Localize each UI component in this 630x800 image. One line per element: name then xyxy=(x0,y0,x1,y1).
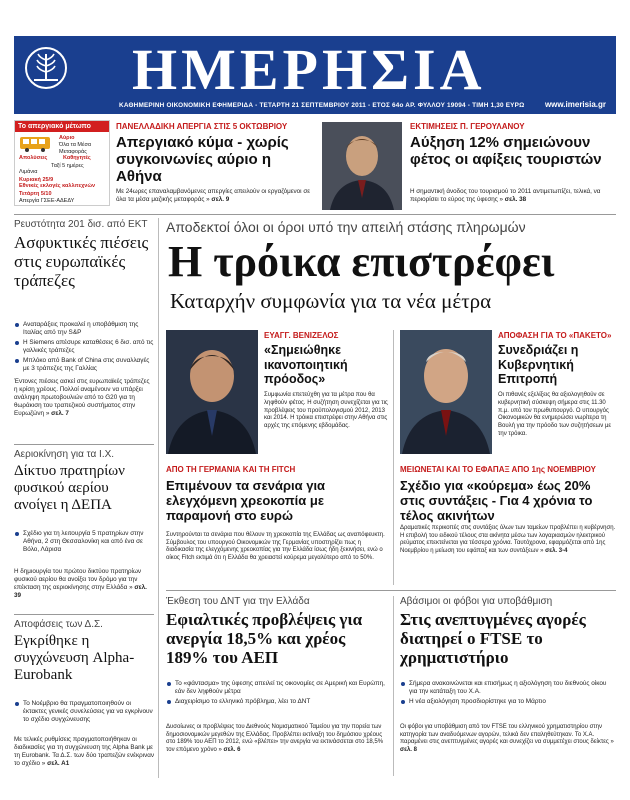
top-left-kicker: ΠΑΝΕΛΛΑΔΙΚΗ ΑΠΕΡΓΙΑ ΣΤΙΣ 5 ΟΚΤΩΒΡΙΟΥ xyxy=(116,122,288,131)
sidebar-story3-body-text: Με τελικές ρυθμίσεις πραγματοποιήθηκαν οι διαδικασίες για τη συγχώνευση της Alpha Bank με τη Eurobank. Τα Δ.Σ. των δύο τραπεζών ενέκριναν το σχέδιο xyxy=(14,736,155,767)
germany-body: Συντηρούνται τα σενάρια που θέλουν τη χρεοκοπία της Ελλάδας ως αναπόφευκτη. Σύμβουλος του υπουργού Οικονομικών της Γερμανίας υποστηρίζει πως η διαδικασία της ελεγχόμενης χρεοκοπίας για την Ελλάδα ίσως ήδη ξεκινήσει, ενώ ο οίκος Fitch εκτιμά ότι η Ελλάδα θα χρειαστεί κούρεμα μεγαλύτερο από το 50%. xyxy=(166,532,385,561)
papandreou-body: Οι πιθανές εξελίξεις θα αξιολογηθούν σε κυβερνητική σύσκεψη σήμερα στις 11.30 π.μ. υπό τον πρωθυπουργό. Ο υπουργός Οικονομικών θα ενημερώσει νωρίτερα τη Βουλή για την πρόοδο των συζητήσεων με την τρόικα. xyxy=(498,392,612,437)
bullet-item: Αναταράξεις προκαλεί η υποβάθμιση της Ιταλίας από την S&P xyxy=(14,321,154,337)
imf-body-text: Δυσοίωνες οι προβλέψεις του Διεθνούς Νομισματικού Ταμείου για την πορεία των δημοσιονομικών μεγεθών της Ελλάδας. Προβλέπει εκτίναξη του δημόσιου χρέους στο 189% του ΑΕΠ το 2012, ενώ «βλέπει» την ανεργία να εκτινάσσεται στο 18,5% τον επόμενο χρόνο xyxy=(166,724,384,753)
sidebar-rule xyxy=(14,444,154,445)
wheat-logo-icon xyxy=(24,46,68,90)
germany-kicker: ΑΠΟ ΤΗ ΓΕΡΜΑΝΙΑ ΚΑΙ ΤΗ FITCH xyxy=(166,465,296,474)
imf-ref[interactable]: σελ. 6 xyxy=(223,746,241,753)
papandreou-photo xyxy=(400,330,492,454)
promo-row: Αύριο xyxy=(59,135,75,141)
sidebar-rule xyxy=(14,614,154,615)
venizelos-photo xyxy=(166,330,258,454)
masthead-title: ΗΜΕΡΗΣΙΑ xyxy=(132,37,486,102)
sidebar-story3-bullets xyxy=(14,700,154,726)
venizelos-quote[interactable]: «Σημειώθηκε ικανοποιητική πρόοδος» xyxy=(264,343,348,386)
center-divider xyxy=(393,330,394,585)
bullet-item: Το «φάντασμα» της ύφεσης απειλεί τις οικονομίες σε Αμερική και Ευρώπη, εάν δεν ληφθούν μέτρα xyxy=(166,680,388,696)
sidebar-story2-kicker: Αεριοκίνηση για τα Ι.Χ. xyxy=(14,449,115,460)
promo-row: Μεταφοράς xyxy=(59,149,87,155)
haircut-kicker: ΜΕΙΩΝΕΤΑΙ ΚΑΙ ΤΟ ΕΦΑΠΑΞ ΑΠΟ 1ης ΝΟΕΜΒΡΙΟΥ xyxy=(400,465,596,474)
sidebar-story2-body: Η δημιουργία του πρώτου δικτύου πρατηρίων φυσικού αερίου θα ανοίξει τον δρόμο για την επέκταση της αεριοκίνησης στην Ελλάδα » σελ. 39 xyxy=(14,568,147,599)
lead-headline[interactable]: Η τρόικα επιστρέφει xyxy=(168,237,555,286)
sidebar-story1-body: Έντονες πιέσεις ασκεί στις ευρωπαϊκές τράπεζες η κρίση χρέους. Πολλοί αναμένουν να υπάρξει ανάληψη πρωτοβουλιών από το G20 για τη θωράκιση του τραπεζικού συστήματος στην Ευρωζώνη » σελ. 7 xyxy=(14,378,150,417)
sidebar-story1-body-text: Έντονες πιέσεις ασκεί στις ευρωπαϊκές τράπεζες η κρίση χρέους. Πολλοί αναμένουν να υπάρξει ανάληψη πρωτοβουλιών από το G20 για τη θωράκιση του τραπεζικού συστήματος στην Ευρωζώνη xyxy=(14,378,150,417)
promo-row: Τετάρτη 5/10 xyxy=(19,191,52,197)
top-right-body: Η σημαντική άνοδος του τουρισμού το 2011 αντιμετωπίζει, τελικά, να περιορίσει το εύρος της ύφεσης » σελ. 38 xyxy=(410,188,601,203)
bullet-item: Σήμερα ανακοινώνεται και επισήμως η αξιολόγηση του διεθνούς οίκου για την κατάταξη του Χ.Α. xyxy=(400,680,616,696)
promo-head: Το απεργιακό μέτωπο xyxy=(15,121,109,132)
sidebar-story2-bullets xyxy=(14,530,154,556)
bottom-divider xyxy=(166,590,616,591)
sidebar-story2-ref[interactable]: σελ. 39 xyxy=(14,584,147,599)
promo-row: Απεργία ΓΣΕΕ-ΑΔΕΔΥ xyxy=(19,198,75,204)
top-left-headline[interactable]: Απεργιακό κύμα - χωρίς συγκοινωνίες αύριο η Αθήνα xyxy=(116,134,289,185)
sidebar-story3-headline[interactable]: Εγκρίθηκε η συγχώνευση Alpha-Eurobank xyxy=(14,633,135,683)
bus-icon xyxy=(19,135,53,153)
bullet-item: Διαχειρίσιμο το ελληνικό πρόβλημα, λέει το ΔΝΤ xyxy=(166,698,388,706)
masthead-website[interactable]: www.imerisia.gr xyxy=(544,100,606,109)
sidebar-story3-body: Με τελικές ρυθμίσεις πραγματοποιήθηκαν οι διαδικασίες για τη συγχώνευση της Alpha Bank με τη Eurobank. Τα Δ.Σ. των δύο τραπεζών ενέκριναν το σχέδιο » σελ. Α1 xyxy=(14,736,155,767)
lead-kicker: Αποδεκτοί όλοι οι όροι υπό την απειλή στάσης πληρωμών xyxy=(166,219,526,235)
top-right-kicker: ΕΚΤΙΜΗΣΕΙΣ Π. ΓΕΡΟΥΛΑΝΟΥ xyxy=(410,122,525,131)
ftse-headline[interactable]: Στις ανεπτυγμένες αγορές διατηρεί ο FTSE το χρηματιστήριο xyxy=(400,610,586,667)
masthead xyxy=(14,36,616,114)
promo-row: Καθηγητές xyxy=(63,155,91,161)
venizelos-body: Συμφωνία επετεύχθη για τα μέτρα που θα ληφθούν φέτος. Η συζήτηση συνεχίζεται για τις προβλέψεις του προϋπολογισμού 2012, 2013 και 2014. Η τρόικα επιστρέφει στην Αθήνα στις αρχές της επόμενης εβδομάδας. xyxy=(264,392,388,430)
promo-row: Όλα τα Μέσα xyxy=(59,142,92,148)
top-left-body: Με 24ωρες επαναλαμβανόμενες απεργίες απειλούν οι εργαζόμενοι σε όλα τα μέσα μαζικής μεταφοράς » σελ. 9 xyxy=(116,188,311,203)
germany-headline[interactable]: Επιμένουν τα σενάρια για ελεγχόμενη χρεοκοπία με παραμονή στο ευρώ xyxy=(166,478,326,523)
ftse-ref[interactable]: σελ. 8 xyxy=(400,746,417,753)
imf-headline[interactable]: Εφιαλτικές προβλέψεις για ανεργία 18,5% και χρέος 189% του ΑΕΠ xyxy=(166,610,363,667)
sidebar-story3-kicker: Αποφάσεις των Δ.Σ. xyxy=(14,619,103,630)
promo-row: Κυριακή 25/9 xyxy=(19,177,54,183)
papandreou-kicker: ΑΠΟΦΑΣΗ ΓΙΑ ΤΟ «ΠΑΚΕΤΟ» xyxy=(498,331,612,340)
strike-front-box xyxy=(14,120,110,206)
top-right-headline[interactable]: Αύξηση 12% σημειώνουν φέτος οι αφίξεις τουριστών xyxy=(410,134,602,168)
top-left-ref[interactable]: σελ. 9 xyxy=(211,196,230,203)
papandreou-headline[interactable]: Συνεδριάζει η Κυβερνητική Επιτροπή xyxy=(498,343,579,386)
sidebar-story1-bullets xyxy=(14,321,154,375)
promo-row: Απολύσεις xyxy=(19,155,48,161)
bullet-item: Σχέδιο για τη λειτουργία 5 πρατηρίων στην Αθήνα, 2 στη Θεσσαλονίκη και από ένα σε Βόλο, Λάρισα xyxy=(14,530,154,554)
lead-subhead: Καταρχήν συμφωνία για τα νέα μέτρα xyxy=(170,289,492,313)
top-right-body-text: Η σημαντική άνοδος του τουρισμού το 2011 αντιμετωπίζει, τελικά, να περιορίσει το εύρος της ύφεσης xyxy=(410,188,601,203)
ftse-kicker: Αβάσιμοι οι φόβοι για υποβάθμιση xyxy=(400,596,553,607)
imf-bullets xyxy=(166,680,388,708)
sidebar-story2-headline[interactable]: Δίκτυο πρατηρίων φυσικού αερίου ανοίγει η ΔΕΠΑ xyxy=(14,463,125,513)
masthead-subtitle: ΚΑΘΗΜΕΡΙΝΗ ΟΙΚΟΝΟΜΙΚΗ ΕΦΗΜΕΡΙΔΑ - ΤΕΤΑΡΤΗ 21 ΣΕΠΤΕΜΒΡΙΟΥ 2011 - ΕΤΟΣ 64ο ΑΡ. ΦΥΛΛΟΥ 19094 - ΤΙΜΗ 1,30 ΕΥΡΩ xyxy=(119,102,525,109)
bullet-item: Το Νοέμβριο θα πραγματοποιηθούν οι έκτακτες γενικές συνελεύσεις για να εγκρίνουν το σχέδιο συγχώνευσης xyxy=(14,700,154,724)
bullet-item: Η νέα αξιολόγηση προσδιορίστηκε για το Μάρτιο xyxy=(400,698,616,706)
bottom-center-divider xyxy=(393,596,394,776)
haircut-body: Δραματικές περικοπές στις συντάξεις όλων των ταμείων προβλέπει η κυβέρνηση. Η επιβολή του ειδικού τέλους στα ακίνητα μέσω των λογαριασμών ηλεκτρικού ρεύματος επεκτείνεται για τέσσερα χρόνια. Ταυτόχρονα, εφαρμόζεται από 1ης Νοεμβρίου η μείωση του εφάπαξ και των συντάξεων » σελ. 3-4 xyxy=(400,525,616,554)
imf-body: Δυσοίωνες οι προβλέψεις του Διεθνούς Νομισματικού Ταμείου για την πορεία των δημοσιονομικών μεγεθών της Ελλάδας. Προβλέπει εκτίναξη του δημόσιου χρέους στο 189% του ΑΕΠ το 2012, ενώ «βλέπει» την ανεργία να εκτινάσσεται στο 18,5% τον επόμενο χρόνο » σελ. 6 xyxy=(166,724,384,753)
imf-kicker: Έκθεση του ΔΝΤ για την Ελλάδα xyxy=(166,596,310,607)
venizelos-kicker: ΕΥΑΓΓ. ΒΕΝΙΖΕΛΟΣ xyxy=(264,331,339,340)
person-portrait-icon xyxy=(322,122,402,210)
sidebar-story1-headline[interactable]: Ασφυκτικές πιέσεις στις ευρωπαϊκές τράπεζες xyxy=(14,233,149,290)
promo-row: Ταξί 5 ημέρες xyxy=(51,163,84,169)
top-right-ref[interactable]: σελ. 38 xyxy=(504,196,527,203)
person-portrait-icon xyxy=(400,330,492,454)
sidebar-story1-kicker: Ρευστότητα 201 δισ. από ΕΚΤ xyxy=(14,219,148,230)
haircut-body-text: Δραματικές περικοπές στις συντάξεις όλων των ταμείων προβλέπει η κυβέρνηση. Η επιβολή του ειδικού τέλους στα ακίνητα μέσω των λογαριασμών ηλεκτρικού ρεύματος επεκτείνεται για τέσσερα χρόνια. Ταυτόχρονα, εφαρμόζεται από 1ης Νοεμβρίου η μείωση του εφάπαξ και των συντάξεων xyxy=(400,525,616,554)
geroulanos-photo xyxy=(322,122,402,210)
ftse-body-text: Οι φόβοι για υποβάθμιση από τον FTSE του ελληνικού χρηματιστηρίου στην κατηγορία των αναδυόμενων αγορών, τελικά δεν επαληθεύτηκαν. Το Χ.Α. παραμένει στις ανεπτυγμένες αγορές και συνεχίζει να συμμετέχει στους δείκτες xyxy=(400,724,609,746)
person-portrait-icon xyxy=(166,330,258,454)
top-divider xyxy=(14,214,616,215)
promo-row: Εθνικές εκλογές καλλιτεχνών xyxy=(19,183,96,189)
top-left-body-text: Με 24ωρες επαναλαμβανόμενες απεργίες απειλούν οι εργαζόμενοι σε όλα τα μέσα μαζικής μεταφοράς xyxy=(116,188,311,203)
ftse-body: Οι φόβοι για υποβάθμιση από τον FTSE του ελληνικού χρηματιστηρίου στην κατηγορία των αναδυόμενων αγορών, τελικά δεν επαληθεύτηκαν. Το Χ.Α. παραμένει στις ανεπτυγμένες αγορές και συνεχίζει να συμμετέχει στους δείκτες » σελ. 8 xyxy=(400,724,614,753)
promo-row: Λιμάνια xyxy=(19,169,38,175)
ftse-bullets xyxy=(400,680,616,708)
sidebar-divider xyxy=(158,218,159,778)
sidebar-story1-ref[interactable]: σελ. 7 xyxy=(51,410,69,417)
bullet-item: Μπλόκο από Bank of China στις συναλλαγές με 3 τράπεζες της Γαλλίας xyxy=(14,357,154,373)
sidebar-story2-body-text: Η δημιουργία του πρώτου δικτύου πρατηρίων φυσικού αερίου θα ανοίξει τον δρόμο για την επέκταση της αεριοκίνησης στην Ελλάδα xyxy=(14,568,142,591)
haircut-ref[interactable]: σελ. 3-4 xyxy=(545,547,568,554)
sidebar-story3-ref[interactable]: σελ. Α1 xyxy=(47,760,70,767)
haircut-headline[interactable]: Σχέδιο για «κούρεμα» έως 20% στις συντάξεις - Για 4 χρόνια το τέλος ακινήτων xyxy=(400,478,593,523)
bullet-item: Η Siemens απέσυρε καταθέσεις 6 δισ. από τις γαλλικές τράπεζες xyxy=(14,339,154,355)
